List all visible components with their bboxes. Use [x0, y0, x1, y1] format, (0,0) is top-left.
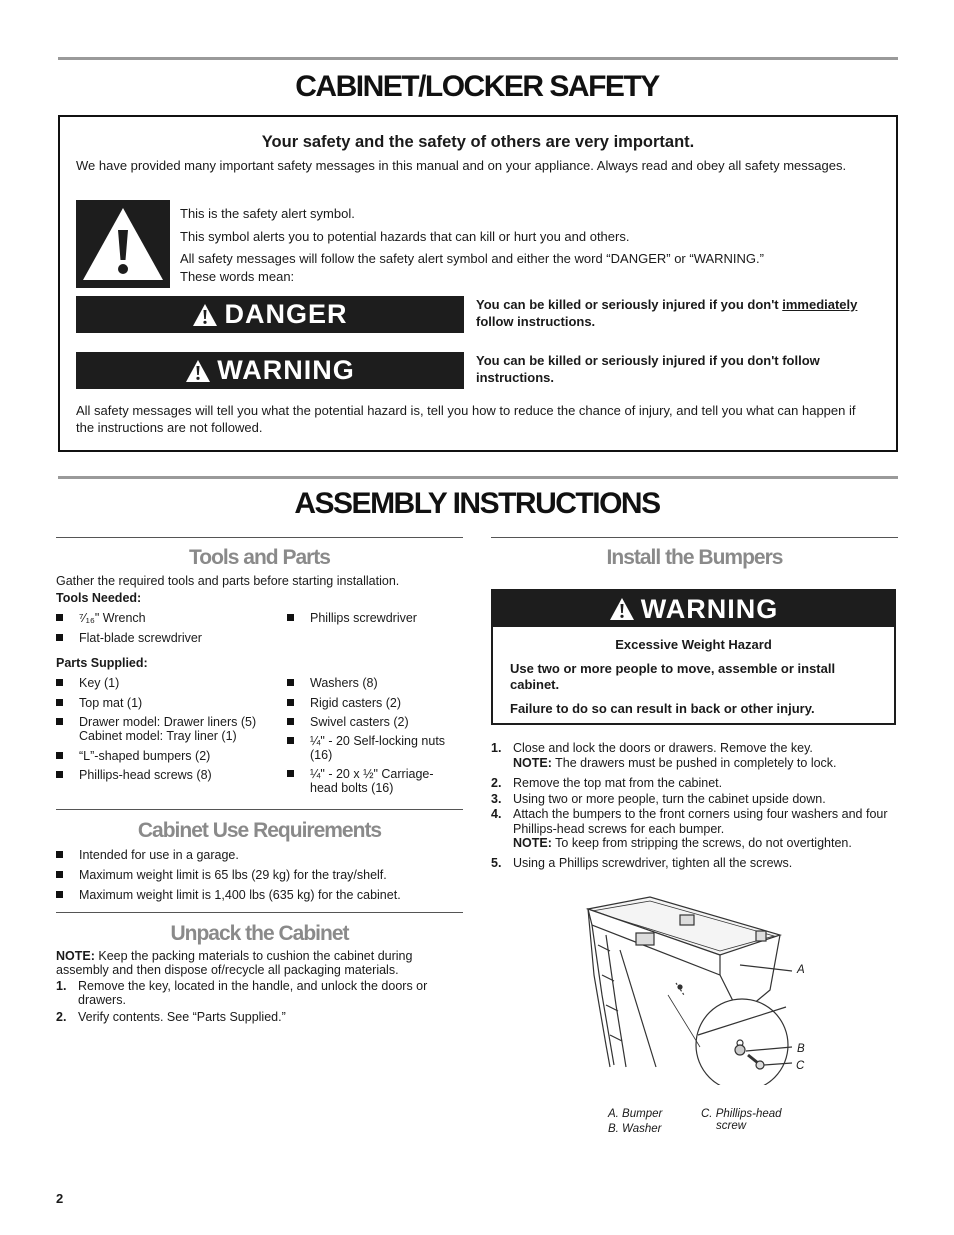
bullet-square-icon: [287, 679, 294, 686]
tools-rule: [56, 537, 463, 538]
part-washers: Washers (8): [310, 676, 378, 690]
list-item: [287, 734, 457, 762]
step-number: 1.: [491, 741, 502, 755]
top-rule: [58, 57, 898, 60]
bumpers-steps: [491, 741, 896, 870]
requirements-heading: Cabinet Use Requirements: [137, 819, 382, 842]
part-bolts: ¼" - 20 x ½" Carriage-head bolts (16): [310, 767, 434, 795]
requirement-tray-limit: Maximum weight limit is 65 lbs (29 kg) for the tray/shelf.: [79, 868, 387, 882]
bullet-square-icon: [56, 679, 63, 686]
caption-screw: C. Phillips-head: [701, 1108, 782, 1120]
symbol-line-1: This is the safety alert symbol.: [180, 206, 355, 221]
bullet-square-icon: [56, 771, 63, 778]
bullet-square-icon: [56, 851, 63, 858]
tool-phillips: Phillips screwdriver: [310, 611, 417, 625]
safety-headline: Your safety and the safety of others are very important.: [261, 133, 695, 151]
caption-washer: B. Washer: [608, 1123, 662, 1135]
requirements-list: [56, 848, 461, 902]
bullet-square-icon: [56, 871, 63, 878]
alert-triangle-icon: [76, 200, 170, 288]
unpack-rule: [56, 912, 463, 913]
note-text: The drawers must be pushed in completely to lock.: [551, 755, 837, 770]
list-item: [287, 611, 462, 625]
tools-needed-label: Tools Needed:: [56, 591, 142, 605]
step-text: Close and lock the doors or drawers. Remove the key.: [513, 741, 813, 755]
bumpers-rule: [491, 537, 898, 538]
list-item: [56, 611, 276, 625]
step-text: Attach the bumpers to the front corners using four washers and four Phillips-head screws for each bumper.: [513, 807, 888, 836]
bullet-square-icon: [287, 737, 294, 744]
bullet-square-icon: [287, 699, 294, 706]
list-item: [56, 980, 461, 1007]
safety-intro: We have provided many important safety messages in this manual and on your appliance. Always read and obey all safety messages.: [76, 158, 847, 173]
part-liners: Drawer model: Drawer liners (5) Cabinet model: Tray liner (1): [79, 715, 257, 743]
requirement-garage: Intended for use in a garage.: [79, 848, 239, 862]
callout-a: A: [797, 964, 805, 976]
list-item: [287, 767, 457, 795]
danger-label: DANGER: [224, 299, 348, 329]
danger-banner: [76, 296, 464, 333]
part-top-mat: Top mat (1): [79, 696, 143, 710]
list-item: [491, 807, 896, 851]
bullet-square-icon: [56, 718, 63, 725]
bumpers-heading: Install the Bumpers: [606, 546, 783, 569]
bumper-illustration: [580, 895, 820, 1085]
bullet-square-icon: [287, 614, 294, 621]
bullet-square-icon: [56, 614, 63, 621]
bullet-square-icon: [56, 634, 63, 641]
assembly-title: ASSEMBLY INSTRUCTIONS: [294, 487, 660, 520]
symbol-line-3: All safety messages will follow the safety alert symbol and either the word “DANGER” or “WARNING.”: [180, 251, 764, 266]
warning-text: You can be killed or seriously injured if you don't follow instructions.: [476, 353, 820, 385]
list-item: [287, 676, 457, 690]
list-item: [56, 749, 276, 763]
alert-triangle-icon: [609, 597, 635, 621]
parts-supplied-label: Parts Supplied:: [56, 656, 148, 670]
hazard-line-1: Use two or more people to move, assemble or install cabinet.: [510, 661, 836, 692]
note-text: To keep from stripping the screws, do not overtighten.: [551, 836, 852, 850]
tool-wrench: ⁷⁄₁₆" Wrench: [79, 611, 146, 625]
danger-text: [476, 296, 886, 330]
bumpers-warning-banner: [493, 591, 894, 627]
bullet-square-icon: [56, 752, 63, 759]
bullet-square-icon: [56, 891, 63, 898]
parts-list-right: [287, 676, 457, 795]
tool-flat-screwdriver: Flat-blade screwdriver: [79, 631, 202, 645]
note-text: Keep the packing materials to cushion the cabinet during assembly and then dispose of/recycle all packaging materials.: [56, 949, 413, 977]
part-rigid-casters: Rigid casters (2): [310, 696, 401, 710]
alert-triangle-icon: [192, 303, 218, 327]
danger-text-end: follow instructions.: [476, 314, 596, 329]
part-key: Key (1): [79, 676, 120, 690]
step-number: 2.: [56, 1010, 67, 1024]
part-swivel-casters: Swivel casters (2): [310, 715, 409, 729]
list-item: [287, 696, 457, 710]
callout-b: B: [797, 1043, 805, 1055]
list-item: [56, 696, 276, 710]
bullet-square-icon: [56, 699, 63, 706]
unpack-note: [56, 950, 456, 977]
list-item: [491, 792, 896, 807]
unpack-heading: Unpack the Cabinet: [170, 922, 349, 945]
list-item: [56, 676, 276, 690]
callout-c: C: [796, 1060, 805, 1072]
assembly-rule: [58, 476, 898, 479]
danger-text-start: You can be killed or seriously injured if you don't: [476, 297, 783, 312]
symbol-line-4: These words mean:: [180, 269, 295, 284]
requirements-rule: [56, 809, 463, 810]
step-number: 1.: [56, 979, 67, 993]
caption-bumper: A. Bumper: [608, 1108, 663, 1120]
bumpers-warning-label: WARNING: [640, 593, 779, 624]
note-label: NOTE:: [513, 755, 552, 770]
part-bumpers: “L”-shaped bumpers (2): [79, 749, 211, 763]
unpack-steps: [56, 980, 461, 1025]
symbol-line-2: This symbol alerts you to potential hazards that can kill or hurt you and others.: [180, 229, 630, 244]
list-item: [491, 741, 896, 770]
bullet-square-icon: [287, 770, 294, 777]
alert-triangle-icon: [185, 359, 211, 383]
step-text: Using two or more people, turn the cabinet upside down.: [513, 791, 826, 806]
list-item: [287, 715, 457, 729]
step-number: 4.: [491, 807, 502, 821]
hazard-line-2: Failure to do so can result in back or other injury.: [510, 701, 815, 716]
tools-list-left: [56, 611, 276, 645]
step-number: 3.: [491, 791, 502, 806]
page-number: 2: [56, 1191, 64, 1206]
tools-heading: Tools and Parts: [189, 546, 330, 569]
hazard-title: Excessive Weight Hazard: [615, 637, 772, 652]
note-label: NOTE:: [513, 836, 552, 850]
parts-list-left: [56, 676, 276, 782]
caption-screw-2: screw: [716, 1120, 747, 1132]
step-text: Verify contents. See “Parts Supplied.”: [78, 1010, 286, 1024]
step-number: 5.: [491, 855, 502, 870]
bumpers-warning-box: [491, 589, 896, 725]
danger-text-underlined: immediately: [782, 297, 858, 312]
list-item: [491, 776, 896, 791]
tools-list-right: [287, 611, 462, 625]
list-item: [56, 868, 461, 882]
list-item: [56, 848, 461, 862]
list-item: [56, 888, 461, 902]
list-item: [56, 631, 276, 645]
step-text: Using a Phillips screwdriver, tighten all the screws.: [513, 855, 793, 870]
list-item: [56, 715, 276, 743]
step-number: 2.: [491, 776, 502, 790]
safety-footer: All safety messages will tell you what the potential hazard is, tell you how to reduce the chance of injury, and tell you what can happen if the instructions are not followed.: [76, 403, 856, 435]
safety-box: [58, 115, 898, 452]
requirement-cabinet-limit: Maximum weight limit is 1,400 lbs (635 kg) for the cabinet.: [79, 888, 401, 902]
bullet-square-icon: [287, 718, 294, 725]
tools-intro: Gather the required tools and parts before starting installation.: [56, 574, 400, 588]
part-nuts: ¼" - 20 Self-locking nuts (16): [310, 734, 446, 762]
list-item: [56, 768, 276, 782]
note-label: NOTE:: [56, 949, 95, 963]
warning-banner: [76, 352, 464, 389]
list-item: [491, 856, 896, 871]
warning-label: WARNING: [217, 355, 355, 385]
list-item: [56, 1010, 461, 1025]
step-text: Remove the key, located in the handle, and unlock the doors or drawers.: [78, 979, 428, 1007]
step-text: Remove the top mat from the cabinet.: [513, 776, 723, 790]
part-screws: Phillips-head screws (8): [79, 768, 212, 782]
safety-title: CABINET/LOCKER SAFETY: [295, 70, 659, 103]
